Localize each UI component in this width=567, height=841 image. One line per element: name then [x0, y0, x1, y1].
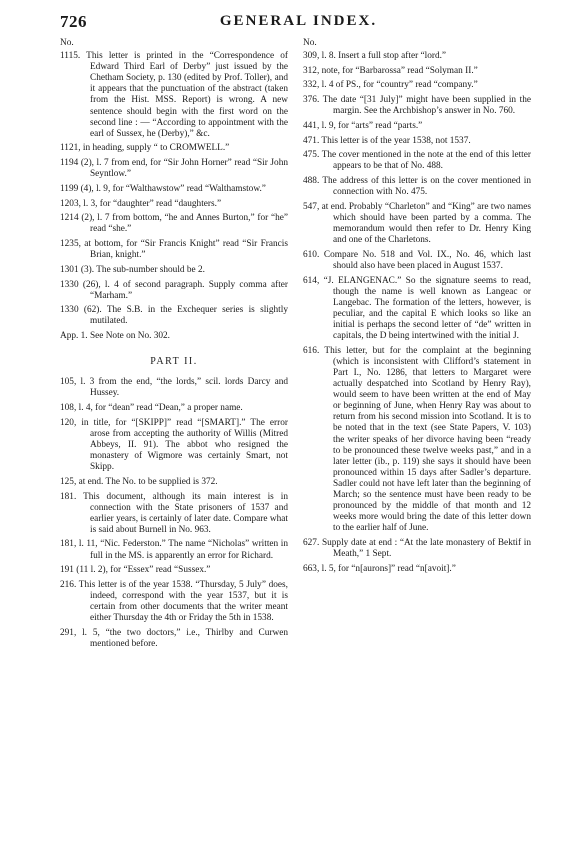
index-entry — [303, 564, 531, 575]
entry-text: l. 8. Insert a full stop after “lord.” — [319, 51, 447, 62]
entry-number: 312, — [303, 65, 320, 76]
index-entry — [303, 176, 531, 198]
entry-text: This letter is of the year 1538, not 1537. — [319, 135, 471, 146]
index-entry — [303, 250, 531, 272]
index-entry — [60, 580, 288, 624]
index-entry — [60, 184, 288, 195]
page-header — [60, 12, 537, 34]
entry-text: This letter is printed in the “Correspondence of Edward Third Earl of Derby” just issued by the Chetham Society, p. 130 (edited by Prof. Toller), and it appears that the punctuation of the abstract (taken from the Hist. MSS. Report) is wrong. A new sentence should begin with the first word on the second line : — “According to appointment with the earl of Sussex, he (Derby),” &c. — [80, 51, 288, 139]
index-entry — [303, 95, 531, 117]
part-one-entries — [60, 51, 288, 342]
index-entry — [60, 239, 288, 261]
index-entry — [60, 492, 288, 536]
page-title: GENERAL INDEX. — [219, 13, 378, 29]
entry-text: note, for “Barbarossa” read “Solyman II.” — [319, 65, 478, 76]
entry-text: (4), l. 9, for “Walthawstow” read “Walthamstow.” — [78, 183, 266, 194]
index-entry — [60, 539, 288, 561]
entry-number: 1121, — [60, 143, 81, 154]
right-column — [303, 38, 531, 578]
entry-text: l. 5, for “n[aurons]” read “n[avoit].” — [319, 563, 456, 574]
index-entry — [303, 150, 531, 172]
entry-number: 1203, — [60, 198, 81, 209]
entry-number: 1235, — [60, 239, 81, 250]
entry-text: “J. ELANGENAC.” So the signature seems to read, though the name is well known as Langeac or Langebac. The formation of the letters, however, is peculiar, and the capital E which looks so like an initial is perhaps the second letter of “de” written in capitals, the D being intertwined with the initial J. — [319, 275, 531, 342]
index-entry — [303, 121, 531, 132]
entry-number: 614, — [303, 275, 320, 286]
entry-number: 475. — [303, 150, 320, 161]
part-two-entries — [60, 377, 288, 650]
entry-number: 1330 — [60, 279, 79, 290]
entry-number: 488. — [303, 176, 320, 187]
entry-number: 120, — [60, 417, 77, 428]
index-entry — [60, 51, 288, 140]
entry-text: The cover mentioned in the note at the end of this letter appears to be that of No. 488. — [319, 150, 531, 172]
entry-number: 291, — [60, 627, 77, 638]
entry-number: 471. — [303, 135, 320, 146]
index-entry — [60, 377, 288, 399]
index-entry — [60, 265, 288, 276]
entry-text: (62). The S.B. in the Exchequer series is slightly mutilated. — [78, 305, 288, 327]
index-entry — [60, 628, 288, 650]
index-entry — [60, 418, 288, 473]
entry-text: (2), l. 7 from bottom, “he and Annes Burton,” for “he” read “she.” — [78, 213, 288, 235]
entry-number: 627. — [303, 537, 320, 548]
entry-number: 216. — [60, 579, 77, 590]
index-entry — [60, 331, 288, 342]
entry-text: l. 4, for “dean” read “Dean,” a proper name. — [76, 403, 243, 414]
index-entry — [60, 565, 288, 576]
index-entry — [60, 477, 288, 488]
index-entry — [303, 346, 531, 535]
entry-text: This letter, but for the complaint at the beginning (which is inconsistent with Clifford’s statement in Part I., No. 1286, that letters to Margaret were actually despatched into Scotland by Henry Ray), would seem to have been written at the end of May or beginning of June, when Henry Ray was about to return from his second mission into Scotland. It is to be noted that in the text (see State Papers, V. 103) the writer speaks of her divorce having been “ready to be pronounced these twelve weeks past,” and in a later letter (ib., p. 119) she says it should have been pronounced within 15 days after Sadler’s departure. Sadler could not have left later than the beginning of March; so the sentence must have been ready to be pronounced by the middle of that month and 12 weeks more would bring the date of this letter down to the earlier half of June. — [319, 345, 531, 534]
entry-text: at end. Probably “Charleton” and “King” are two names which should have been parted by a comma. The memorandum would then refer to Dr. Henry King and one of the Charletons. — [319, 201, 531, 246]
entry-text: at bottom, for “Sir Francis Knight” read “Sir Francis Brian, knight.” — [80, 239, 288, 261]
index-entry — [303, 66, 531, 77]
entry-text: at end. The No. to be supplied is 372. — [76, 476, 218, 487]
entry-text: l. 5, “the two doctors,” i.e., Thirlby and Curwen mentioned before. — [76, 627, 288, 649]
entry-text: (2), l. 7 from end, for “Sir John Horner” read “Sir John Seyntlow.” — [78, 158, 288, 180]
entry-text: l. 4 of PS., for “country” read “company.” — [319, 80, 478, 91]
entry-number: 191 — [60, 565, 74, 576]
entry-number: 663, — [303, 563, 320, 574]
entry-number: 125, — [60, 476, 77, 487]
index-entry — [60, 158, 288, 180]
entry-text: The address of this letter is on the cover mentioned in connection with No. 475. — [319, 176, 531, 198]
entry-number: 441, — [303, 120, 320, 131]
entry-number: 105, — [60, 377, 77, 388]
entry-text: l. 3 from the end, “the lords,” scil. lords Darcy and Hussey. — [76, 377, 288, 399]
entry-number: App. 1. — [60, 331, 88, 342]
index-entry — [303, 51, 531, 62]
index-entry — [303, 538, 531, 560]
entry-number: 1115. — [60, 51, 81, 62]
entry-number: 547, — [303, 201, 320, 212]
entry-text: The date “[31 July]” might have been supplied in the margin. See the Archbishop’s answer in No. 760. — [319, 95, 531, 117]
index-entry — [60, 280, 288, 302]
column-heading: No. — [303, 38, 317, 48]
entry-text: (3). The sub-number should be 2. — [78, 264, 205, 275]
entry-text: See Note on No. 302. — [87, 331, 171, 342]
index-entry — [60, 143, 288, 154]
entry-number: 1194 — [60, 158, 79, 169]
entry-text: l. 11, “Nic. Federston.” The name “Nicholas” written in full in the MS. is apparently an error for Richard. — [76, 539, 288, 561]
entry-text: (11 l. 2), for “Essex” read “Sussex.” — [73, 565, 211, 576]
entry-text: Compare No. 518 and Vol. IX., No. 46, which last should also have been placed in August 1537. — [319, 249, 531, 271]
entry-text: in heading, supply “ to CROMWELL.” — [80, 143, 230, 154]
index-entry — [60, 213, 288, 235]
entry-number: 610. — [303, 249, 320, 260]
index-entry — [303, 276, 531, 343]
entry-number: 108, — [60, 403, 77, 414]
index-entry — [303, 136, 531, 147]
right-entries — [303, 51, 531, 575]
entry-number: 181. — [60, 491, 77, 502]
entry-number: 376. — [303, 95, 320, 106]
entry-text: in title, for “[SKIPP]” read “[SMART].” The error arose from accepting the authority of Willis (Mitred Abbeys, II. 91). The abbot who resigned the monastery of Wigmore was certainly Smart, not Skipp. — [76, 417, 288, 473]
entry-number: 1330 — [60, 305, 79, 316]
entry-text: This letter is of the year 1538. “Thursday, 5 July” does, indeed, correspond with the year 1537, but it is certain from other documents that the writer meant either Thursday the 4th or Friday the 5th in 1538. — [76, 579, 288, 624]
entry-text: Supply date at end : “At the late monastery of Bektif in Meath,” 1 Sept. — [319, 537, 531, 560]
part-heading: PART II. — [150, 356, 198, 368]
index-entry — [60, 199, 288, 210]
entry-number: 1214 — [60, 213, 79, 224]
left-column — [60, 38, 288, 654]
entry-number: 1301 — [60, 264, 79, 275]
column-heading: No. — [60, 38, 74, 48]
index-entry — [60, 403, 288, 414]
entry-text: This document, although its main interest is in connection with the State prisoners of 1537 and earlier years, is certainly of later date. Compare what is said about Burnell in No. 963. — [76, 491, 288, 535]
index-entry — [303, 80, 531, 91]
entry-text: l. 3, for “daughter” read “daughters.” — [80, 198, 222, 209]
index-entry — [60, 305, 288, 327]
entry-number: 1199 — [60, 183, 79, 194]
index-entry — [303, 202, 531, 246]
entry-text: l. 9, for “arts” read “parts.” — [319, 120, 423, 131]
page-number: 726 — [60, 12, 87, 31]
entry-number: 181, — [60, 539, 77, 550]
entry-text: (26), l. 4 of second paragraph. Supply comma after “Marham.” — [78, 279, 288, 301]
entry-number: 332, — [303, 80, 320, 91]
entry-number: 309, — [303, 51, 320, 62]
entry-number: 616. — [303, 345, 320, 356]
